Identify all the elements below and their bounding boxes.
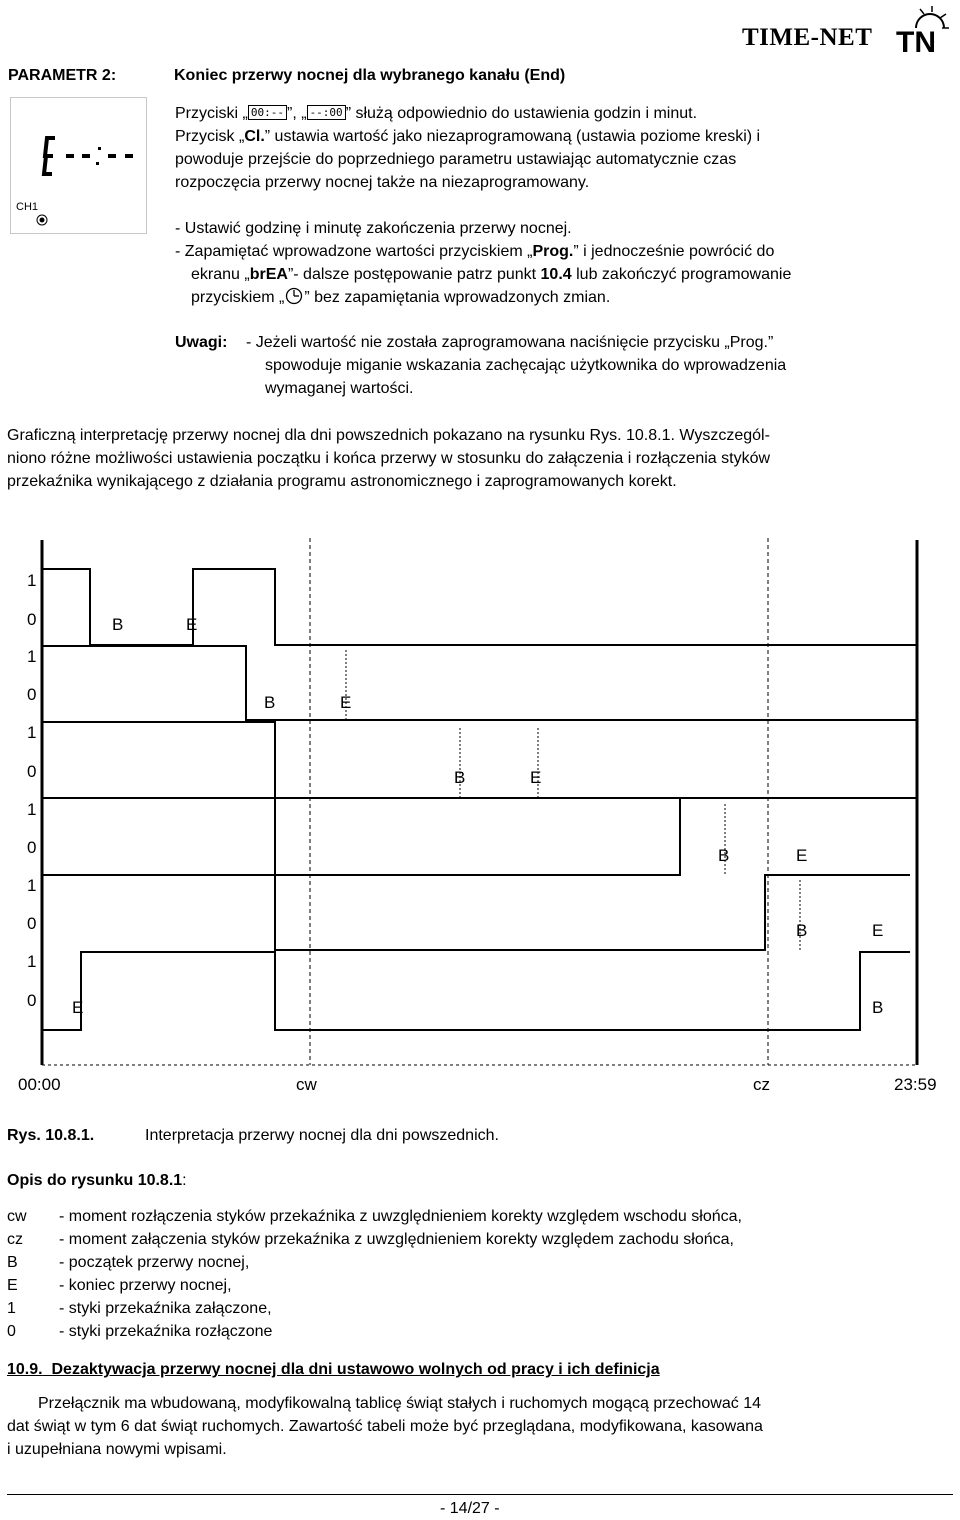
notes-line-2: spowoduje miganie wskazania zachęcając użytkownika do wprowadzenia: [265, 357, 787, 374]
end-label: E: [340, 693, 352, 712]
row-label: 1: [27, 571, 37, 590]
bullet-save-line3: przyciskiem „ ” bez zapamiętania wprowadzonych zmian.: [191, 289, 611, 306]
clock-icon: [284, 287, 304, 305]
row-label: 1: [27, 800, 37, 819]
brand-mark: TN: [896, 26, 936, 59]
timing-diagram: [0, 530, 960, 1100]
notes-label: Uwagi:: [175, 334, 228, 351]
parameter-label: PARAMETR 2:: [8, 67, 117, 84]
page-number: - 14/27 -: [440, 1500, 500, 1517]
brand-logo-icon: [892, 4, 952, 60]
row-label: 1: [27, 952, 37, 971]
graphic-intro-1: Graficzną interpretację przerwy nocnej dla dni powszednich pokazano na rysunku Rys. 10.8.1. Wyszczegól-: [7, 427, 770, 444]
clear-button-text-3: rozpoczęcia przerwy nocnej także na niezaprogramowany.: [175, 174, 590, 191]
end-label: E: [72, 998, 84, 1017]
clear-button-text-2: powoduje przejście do poprzedniego parametru ustawiając automatycznie czas: [175, 151, 737, 168]
footer-rule: [7, 1494, 953, 1495]
axis-start-label: 00:00: [18, 1075, 61, 1094]
waveform-row-2: [42, 646, 917, 720]
end-label: E: [530, 768, 542, 787]
begin-label: B: [112, 615, 124, 634]
row-label: 0: [27, 914, 37, 933]
section-paragraph-2: dat świąt w tym 6 dat świąt ruchomych. Zawartość tabeli może być przeglądana, modyfikowana, kasowana: [7, 1418, 763, 1435]
begin-label: B: [796, 921, 808, 940]
begin-label: B: [872, 998, 884, 1017]
row-label: 0: [27, 762, 37, 781]
notes-line-1: - Jeżeli wartość nie została zaprogramowana naciśnięcie przycisku „Prog.”: [246, 334, 774, 351]
axis-end-label: 23:59: [894, 1075, 937, 1094]
row-label: 1: [27, 723, 37, 742]
end-label: E: [796, 846, 808, 865]
waveform-row-3: [42, 722, 917, 798]
parameter-title: Koniec przerwy nocnej dla wybranego kanału (End): [174, 67, 566, 84]
legend-title: Opis do rysunku 10.8.1:: [7, 1172, 187, 1189]
channel-label: CH1: [16, 201, 39, 213]
waveform-row-1: [42, 569, 917, 645]
bullet-set-time: - Ustawić godzinę i minutę zakończenia przerwy nocnej.: [175, 220, 572, 237]
row-label: 0: [27, 991, 37, 1010]
notes-line-3: wymaganej wartości.: [265, 380, 414, 397]
row-label: 0: [27, 838, 37, 857]
end-label: E: [186, 615, 198, 634]
minutes-key-icon: --:00: [307, 105, 346, 120]
lcd-display: [10, 97, 147, 234]
begin-label: B: [454, 768, 466, 787]
waveform-row-5: [42, 875, 910, 950]
buttons-hours-minutes-text: Przyciski „ 00:-- ”, „ --:00 ” służą odpowiednio do ustawienia godzin i minut.: [175, 105, 698, 122]
figure-number: Rys. 10.8.1.: [7, 1127, 95, 1144]
section-paragraph-1: Przełącznik ma wbudowaną, modyfikowalną tablicę świąt stałych i ruchomych mogącą przechować 14: [38, 1395, 761, 1412]
end-label: E: [872, 921, 884, 940]
row-label: 0: [27, 610, 37, 629]
section-paragraph-3: i uzupełniana nowymi wpisami.: [7, 1441, 227, 1458]
axis-cw-label: cw: [296, 1075, 317, 1094]
hours-key-icon: 00:--: [248, 105, 287, 120]
section-heading: 10.9. Dezaktywacja przerwy nocnej dla dni ustawowo wolnych od pracy i ich definicja: [7, 1361, 660, 1378]
graphic-intro-2: niono różne możliwości ustawienia początku i końca przerwy w stosunku do załączenia i rozłączenia styków: [7, 450, 771, 467]
axis-cz-label: cz: [753, 1075, 770, 1094]
waveform-row-4: [42, 798, 910, 875]
begin-label: B: [718, 846, 730, 865]
figure-caption: Interpretacja przerwy nocnej dla dni powszednich.: [145, 1127, 499, 1144]
waveform-row-6: [42, 952, 910, 1030]
row-labels: [27, 571, 36, 1010]
row-label: 1: [27, 647, 37, 666]
begin-label: B: [264, 693, 276, 712]
bullet-save-line2: ekranu „brEA”- dalsze postępowanie patrz punkt 10.4 lub zakończyć programowanie: [191, 266, 792, 283]
clear-button-text: Przycisk „Cl.” ustawia wartość jako niezaprogramowaną (ustawia poziome kreski) i: [175, 128, 761, 145]
row-label: 0: [27, 685, 37, 704]
bullet-save: - Zapamiętać wprowadzone wartości przyciskiem „Prog.” i jednocześnie powrócić do: [175, 243, 775, 260]
row-label: 1: [27, 876, 37, 895]
brand-name: TIME-NET: [742, 24, 873, 51]
graphic-intro-3: przekaźnika wynikającego z działania programu astronomicznego i zaprogramowanych korekt.: [7, 473, 677, 490]
